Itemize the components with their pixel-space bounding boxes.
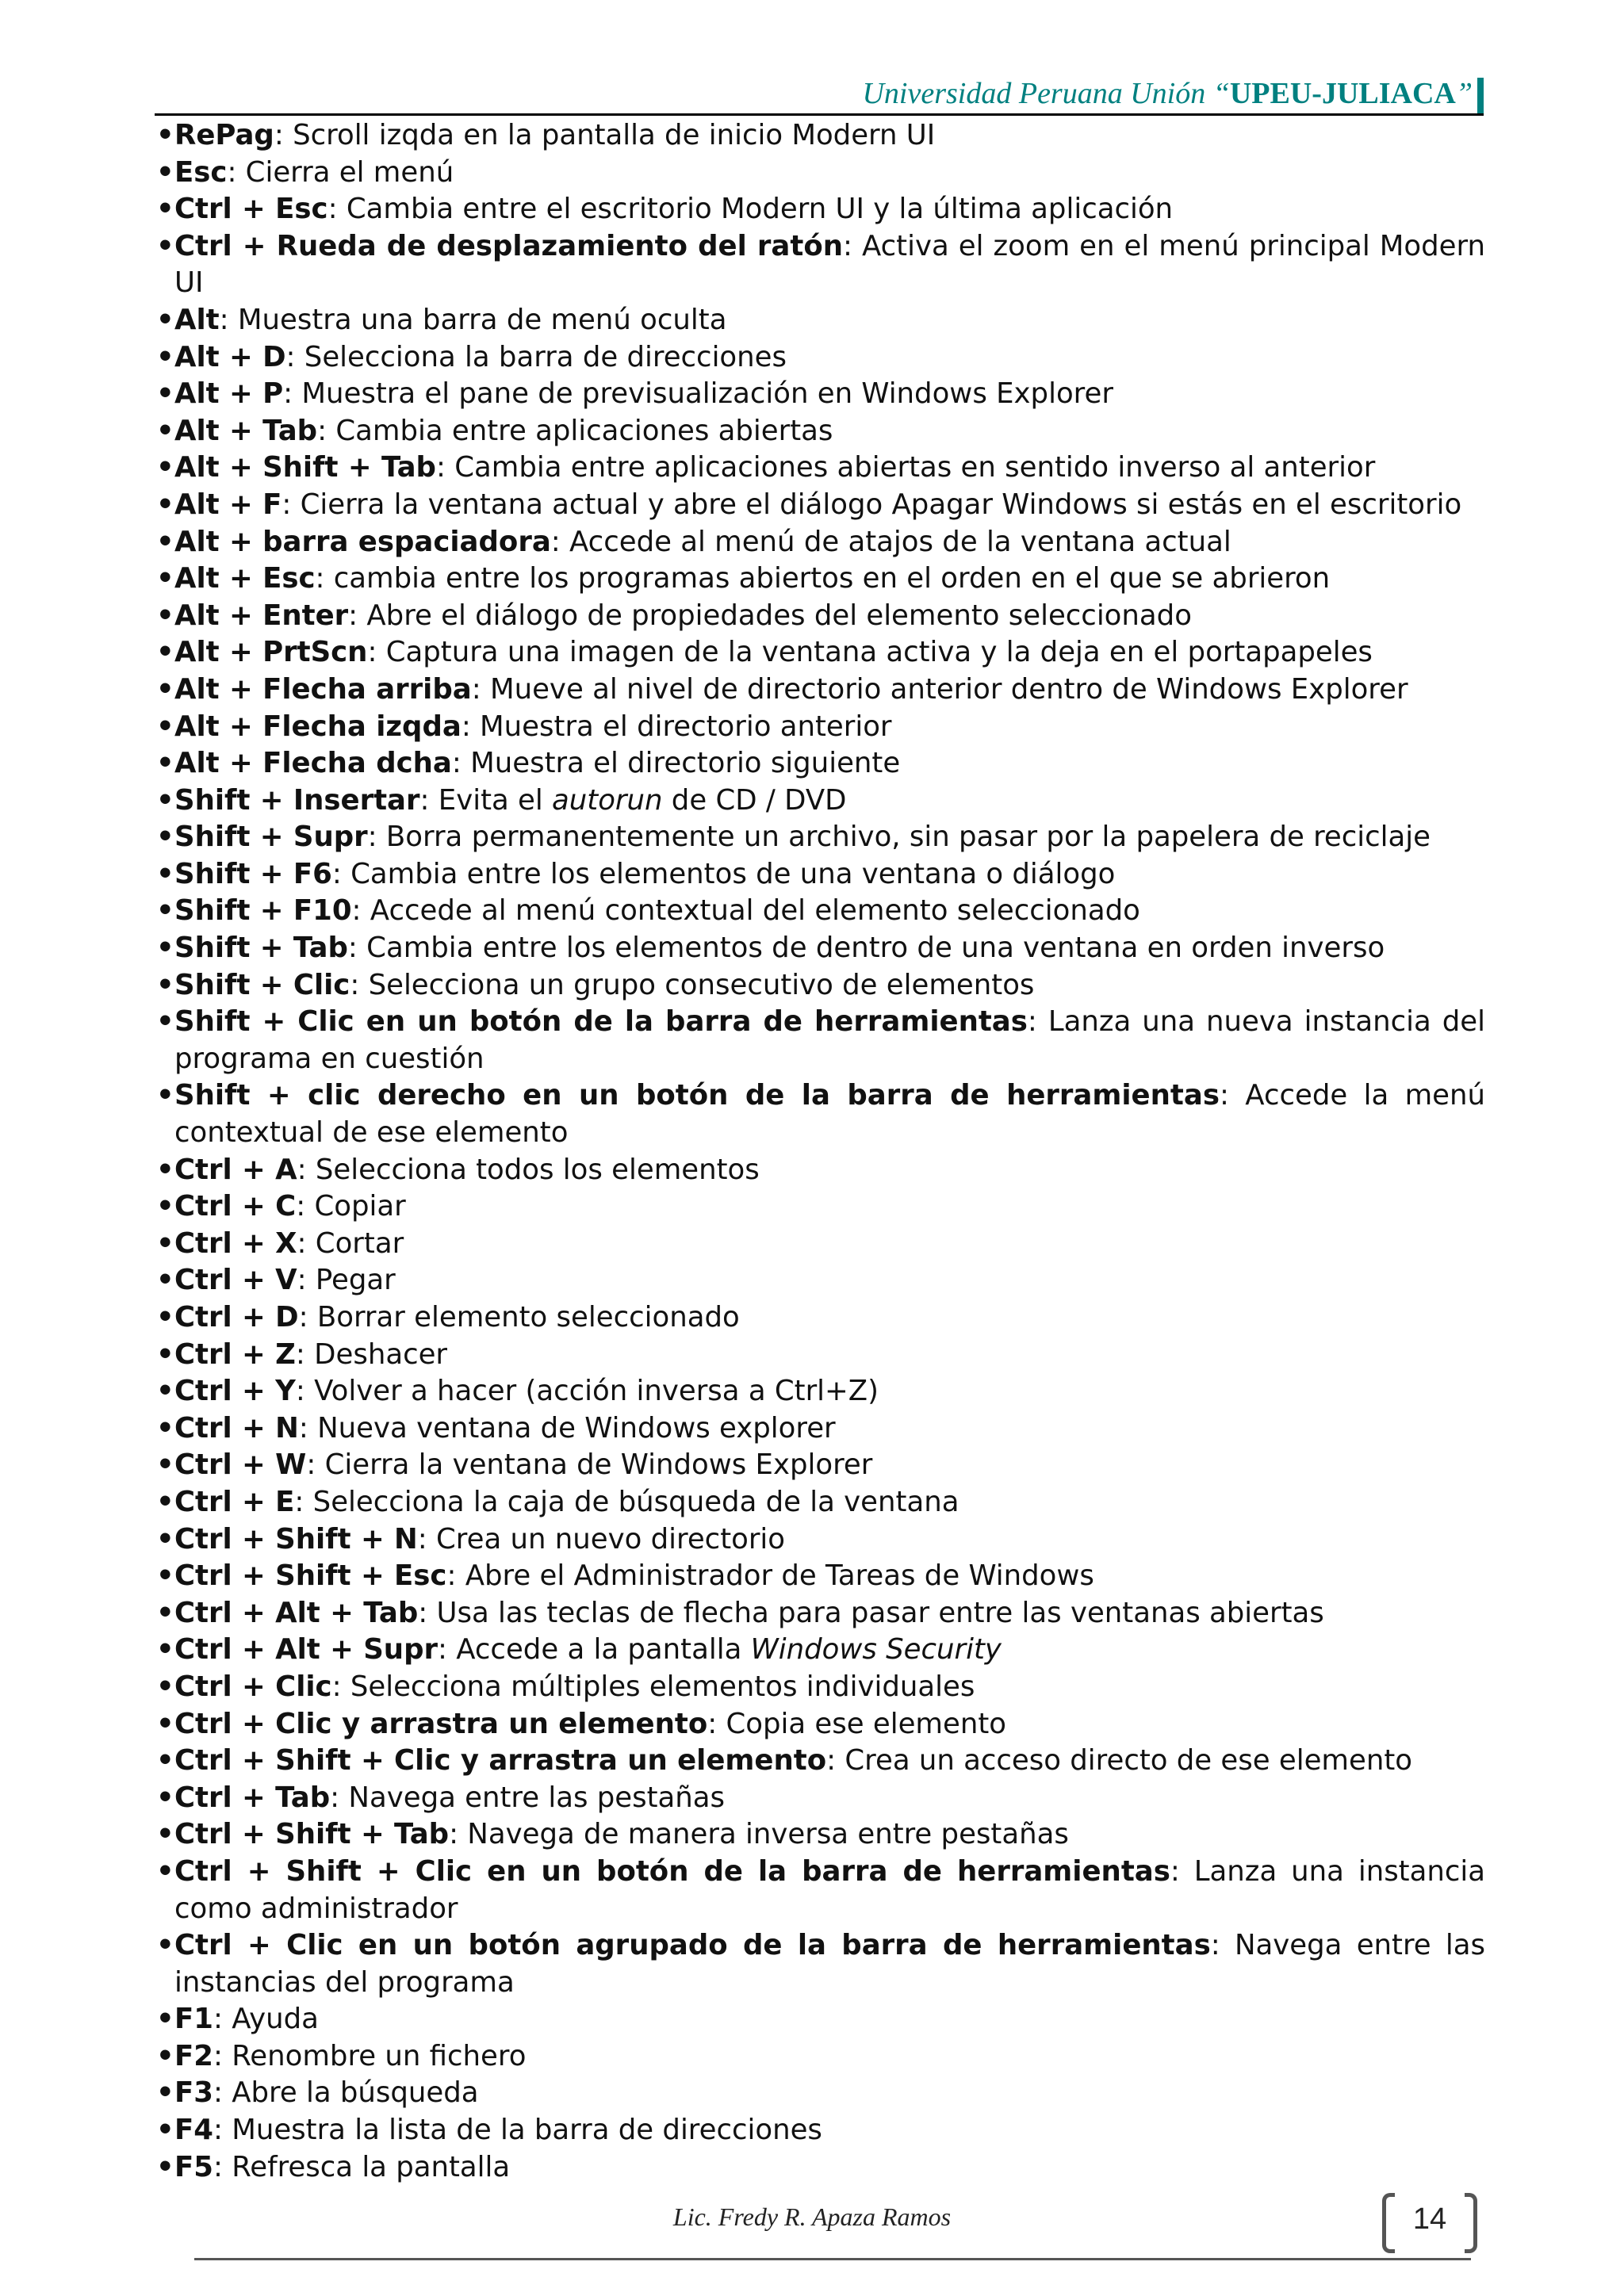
shortcut-description: : Lanza una nueva instancia del programa en cuestión [174, 1005, 1485, 1075]
shortcut-item [156, 2038, 1485, 2076]
shortcut-keys: Ctrl + Y [174, 1375, 296, 1408]
shortcut-keys: Esc [174, 155, 228, 189]
shortcut-description: : Copiar [296, 1190, 406, 1223]
shortcut-description: : Selecciona la caja de búsqueda de la ventana [294, 1485, 959, 1518]
shortcut-keys: F3 [174, 2076, 213, 2110]
shortcut-keys: Ctrl + Clic en un botón agrupado de la barra de herramientas [174, 1929, 1211, 1962]
shortcut-item [156, 1780, 1485, 1817]
shortcut-item [156, 1927, 1485, 2001]
shortcut-description: : cambia entre los programas abiertos en el orden en el que se abrieron [315, 562, 1331, 595]
shortcut-description: : Pegar [297, 1264, 396, 1297]
shortcut-description: : Deshacer [295, 1337, 448, 1371]
shortcut-description: : Ayuda [213, 2003, 319, 2036]
shortcut-description: : Cierra la ventana actual y abre el diálogo Apagar Windows si estás en el escritorio [282, 488, 1462, 521]
university-header [851, 75, 1484, 113]
shortcut-description: : Lanza una instancia como administrador [174, 1854, 1485, 1925]
shortcut-keys: Ctrl + Z [174, 1337, 296, 1371]
shortcut-item [156, 1484, 1485, 1521]
shortcut-keys: Ctrl + Shift + Clic y arrastra un elemento [174, 1744, 827, 1777]
shortcut-description: : Copia ese elemento [707, 1707, 1006, 1740]
shortcut-description: : Cambia entre el escritorio Modern UI y la última aplicación [327, 193, 1174, 226]
shortcut-item [156, 1521, 1485, 1559]
shortcut-description: : Borrar elemento seleccionado [298, 1301, 740, 1334]
shortcut-item [156, 1558, 1485, 1595]
shortcut-item [156, 709, 1485, 746]
shortcut-keys: Alt + Enter [174, 599, 349, 632]
shortcut-item [156, 1854, 1485, 1927]
shortcut-keys: F1 [174, 2003, 213, 2036]
shortcut-description: : Muestra el directorio siguiente [451, 747, 901, 780]
shortcut-item [156, 1299, 1485, 1337]
shortcut-item [156, 672, 1485, 709]
shortcut-item [156, 339, 1485, 377]
shortcut-description: : Selecciona todos los elementos [297, 1153, 760, 1186]
footer-author: Lic. Fredy R. Apaza Ramos [672, 2202, 952, 2231]
shortcut-item [156, 745, 1485, 783]
shortcut-description: : Cortar [297, 1226, 404, 1260]
shortcut-keys: Shift + Tab [174, 932, 348, 965]
shortcut-list [156, 117, 1485, 2186]
shortcut-keys: Ctrl + Shift + N [174, 1522, 418, 1556]
shortcut-description: : Navega entre las instancias del programa [174, 1929, 1486, 1999]
shortcut-description: : Crea un acceso directo de ese elemento [826, 1744, 1412, 1777]
shortcut-keys: Alt + F [174, 488, 282, 521]
shortcut-item [156, 2149, 1485, 2187]
shortcut-description: : Evita el [419, 783, 553, 817]
page-number: 14 [1412, 2202, 1447, 2236]
page-number-box [1382, 2190, 1477, 2252]
shortcut-keys: Ctrl + Clic y arrastra un elemento [174, 1707, 708, 1740]
shortcut-item [156, 783, 1485, 820]
shortcut-keys: Ctrl + W [174, 1448, 307, 1482]
shortcut-description: : Navega entre las pestañas [330, 1781, 726, 1814]
shortcut-keys: Ctrl + Shift + Tab [174, 1818, 450, 1851]
header-text-bold: UPEU-JULIACA [1229, 77, 1456, 110]
shortcut-keys: Ctrl + D [174, 1301, 299, 1334]
shortcut-keys: Alt + D [174, 340, 286, 373]
shortcut-description: : Mueve al nivel de directorio anterior dentro de Windows Explorer [471, 672, 1408, 706]
shortcut-keys: Alt + P [174, 377, 284, 411]
shortcut-description: : Accede al menú contextual del elemento seleccionado [351, 894, 1140, 928]
header-text-close: ” [1455, 77, 1473, 110]
shortcut-description: : Cambia entre los elementos de dentro de una ventana en orden inverso [347, 932, 1385, 965]
header-rule [155, 113, 1484, 116]
shortcut-item [156, 1226, 1485, 1263]
shortcut-keys: Shift + clic derecho en un botón de la barra de herramientas [174, 1079, 1220, 1112]
shortcut-keys: Ctrl + N [174, 1411, 299, 1445]
shortcut-description: : Refresca la pantalla [213, 2150, 511, 2183]
shortcut-item [156, 967, 1485, 1004]
shortcut-description: : Renombre un fichero [213, 2039, 527, 2072]
shortcut-item [156, 191, 1485, 228]
shortcut-item [156, 1410, 1485, 1448]
shortcut-item [156, 2112, 1485, 2149]
shortcut-keys: Alt [174, 303, 220, 336]
shortcut-description-emphasis: Windows Security [750, 1633, 1002, 1667]
shortcut-keys: F4 [174, 2114, 213, 2147]
shortcut-keys: Alt + Flecha izqda [174, 710, 462, 743]
shortcut-description-emphasis: autorun [552, 783, 663, 817]
shortcut-keys: RePag [174, 119, 274, 151]
shortcut-description: : Captura una imagen de la ventana activa y la deja en el portapapeles [367, 636, 1373, 669]
shortcut-keys: Alt + PrtScn [174, 636, 368, 669]
shortcut-description: : Cierra el menú [227, 155, 454, 189]
shortcut-item [156, 1706, 1485, 1743]
shortcut-description: : Selecciona un grupo consecutivo de elementos [350, 968, 1035, 1001]
shortcut-keys: Ctrl + Rueda de desplazamiento del ratón [174, 229, 844, 262]
shortcut-keys: Shift + Clic [174, 968, 350, 1001]
shortcut-description: : Volver a hacer (acción inversa a Ctrl+Z) [295, 1375, 879, 1408]
shortcut-item [156, 561, 1485, 598]
shortcut-description: : Cierra la ventana de Windows Explorer [306, 1448, 873, 1482]
shortcut-keys: Ctrl + V [174, 1264, 297, 1297]
shortcut-keys: F5 [174, 2150, 213, 2183]
shortcut-keys: Alt + Flecha dcha [174, 747, 452, 780]
shortcut-keys: Ctrl + Shift + Esc [174, 1559, 447, 1593]
shortcut-keys: Shift + Insertar [174, 783, 420, 817]
shortcut-keys: Ctrl + A [174, 1153, 297, 1186]
shortcut-item [156, 1077, 1485, 1151]
shortcut-item [156, 376, 1485, 413]
shortcut-keys: Shift + F6 [174, 857, 332, 890]
shortcut-description: : Abre el diálogo de propiedades del elemento seleccionado [348, 599, 1192, 632]
shortcut-description: : Cambia entre aplicaciones abiertas [317, 414, 833, 447]
footer-rule [194, 2258, 1471, 2260]
shortcut-item [156, 524, 1485, 561]
shortcut-keys: Shift + Supr [174, 821, 368, 854]
shortcut-description: : Nueva ventana de Windows explorer [298, 1411, 836, 1445]
shortcut-description: : Navega de manera inversa entre pestañas [449, 1818, 1069, 1851]
shortcut-description: : Accede la menú contextual de ese elemento [174, 1079, 1486, 1150]
shortcut-item [156, 1447, 1485, 1484]
shortcut-description: : Cambia entre aplicaciones abiertas en sentido inverso al anterior [435, 451, 1376, 484]
shortcut-description: : Crea un nuevo directorio [417, 1522, 786, 1556]
shortcut-list-container [156, 117, 1485, 2186]
shortcut-description: : Borra permanentemente un archivo, sin pasar por la papelera de reciclaje [367, 821, 1431, 854]
shortcut-description: : Accede al menú de atajos de la ventana actual [550, 525, 1231, 558]
shortcut-item [156, 450, 1485, 487]
shortcut-item [156, 1816, 1485, 1854]
shortcut-item [156, 598, 1485, 635]
shortcut-keys: Ctrl + Alt + Tab [174, 1596, 419, 1629]
shortcut-item [156, 1004, 1485, 1077]
shortcut-description: : Abre el Administrador de Tareas de Windows [446, 1559, 1094, 1593]
shortcut-keys: Ctrl + Shift + Clic en un botón de la barra de herramientas [174, 1854, 1170, 1888]
shortcut-description: : Usa las teclas de flecha para pasar entre las ventanas abiertas [418, 1596, 1324, 1629]
header-text-italic: Universidad Peruana Unión “ [862, 77, 1230, 110]
shortcut-keys: F2 [174, 2039, 213, 2072]
shortcut-description: : Selecciona múltiples elementos individuales [331, 1670, 975, 1703]
shortcut-item [156, 2001, 1485, 2038]
shortcut-item [156, 930, 1485, 967]
shortcut-item [156, 1262, 1485, 1299]
shortcut-description: : Muestra el directorio anterior [461, 710, 892, 743]
shortcut-item [156, 856, 1485, 894]
shortcut-keys: Alt + Esc [174, 562, 316, 595]
shortcut-keys: Ctrl + Alt + Supr [174, 1633, 438, 1667]
shortcut-item [156, 819, 1485, 856]
shortcut-item [156, 413, 1485, 450]
shortcut-description: : Activa el zoom en el menú principal Modern UI [174, 229, 1485, 300]
shortcut-item [156, 117, 1485, 155]
shortcut-description: : Muestra el pane de previsualización en Windows Explorer [283, 377, 1113, 411]
shortcut-item [156, 1632, 1485, 1669]
shortcut-item [156, 634, 1485, 672]
shortcut-description: : Muestra la lista de la barra de direcciones [213, 2114, 822, 2147]
shortcut-description: : Cambia entre los elementos de una ventana o diálogo [331, 857, 1116, 890]
shortcut-item [156, 1373, 1485, 1410]
shortcut-keys: Alt + barra espaciadora [174, 525, 551, 558]
header-accent-bar [1477, 78, 1484, 114]
shortcut-keys: Ctrl + C [174, 1190, 297, 1223]
shortcut-keys: Ctrl + Esc [174, 193, 328, 226]
shortcut-keys: Alt + Flecha arriba [174, 672, 472, 706]
shortcut-keys: Ctrl + Clic [174, 1670, 332, 1703]
shortcut-description: : Selecciona la barra de direcciones [285, 340, 787, 373]
shortcut-item [156, 1595, 1485, 1632]
shortcut-keys: Ctrl + X [174, 1226, 297, 1260]
shortcut-description: : Muestra una barra de menú oculta [219, 303, 727, 336]
shortcut-keys: Alt + Shift + Tab [174, 451, 436, 484]
shortcut-description: : Abre la búsqueda [213, 2076, 479, 2110]
shortcut-description: : Accede a la pantalla [438, 1633, 751, 1667]
shortcut-keys: Shift + F10 [174, 894, 352, 928]
shortcut-item [156, 1743, 1485, 1780]
shortcut-keys: Alt + Tab [174, 414, 318, 447]
shortcut-description: : Scroll izqda en la pantalla de inicio Modern UI [274, 119, 936, 151]
shortcut-item [156, 1337, 1485, 1374]
shortcut-item [156, 1669, 1485, 1706]
shortcut-item [156, 228, 1485, 302]
shortcut-item [156, 1152, 1485, 1189]
shortcut-keys: Ctrl + E [174, 1485, 295, 1518]
shortcut-item [156, 2075, 1485, 2112]
shortcut-item [156, 1188, 1485, 1226]
shortcut-description-tail: de CD / DVD [662, 783, 847, 817]
shortcut-keys: Ctrl + Tab [174, 1781, 331, 1814]
shortcut-item [156, 893, 1485, 930]
shortcut-item [156, 487, 1485, 524]
shortcut-item [156, 302, 1485, 339]
shortcut-item [156, 155, 1485, 192]
shortcut-keys: Shift + Clic en un botón de la barra de herramientas [174, 1005, 1028, 1039]
page-header [155, 70, 1484, 116]
